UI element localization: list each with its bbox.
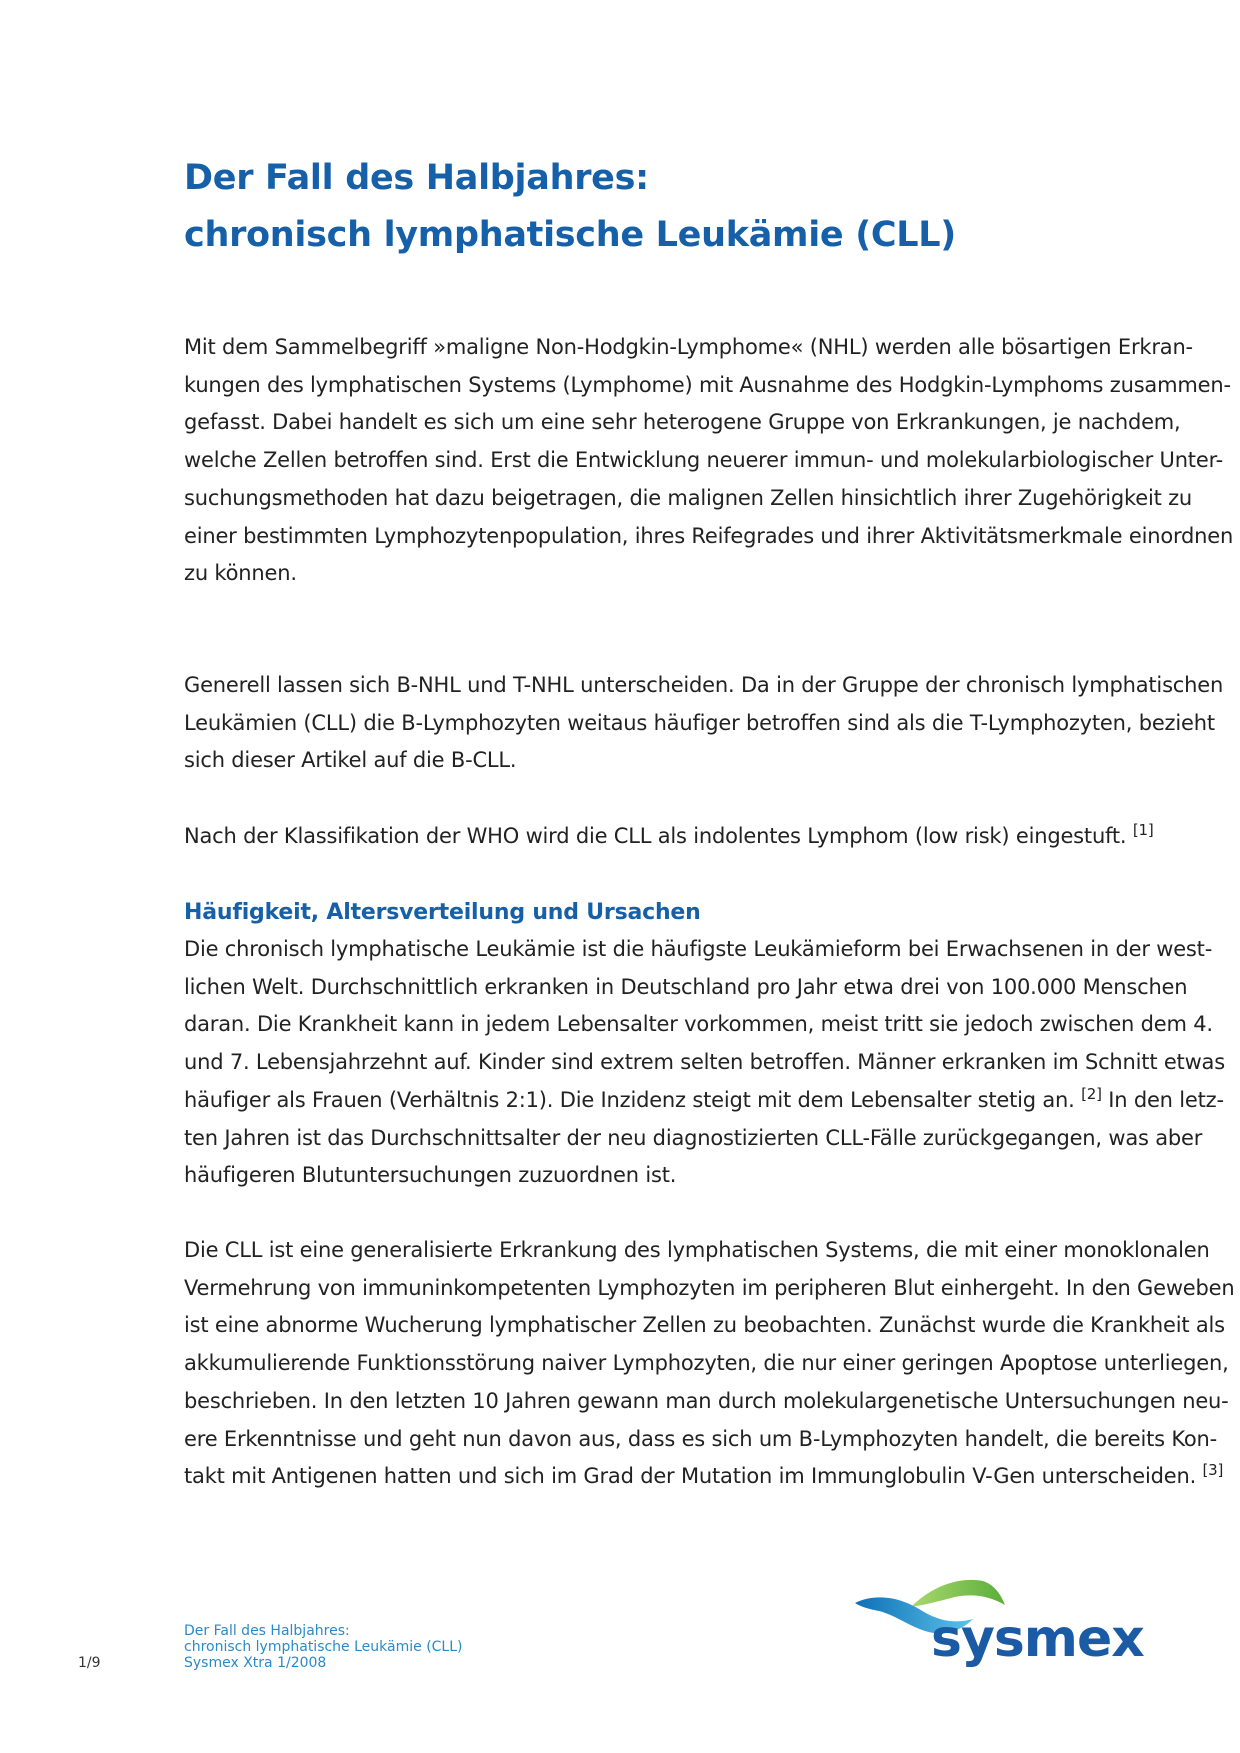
- text-line: ist eine abnorme Wucherung lymphatischer Zellen zu beobachten. Zunächst wurde die Krankheit als: [184, 1313, 1225, 1338]
- title-line-2: chronisch lymphatische Leukämie (CLL): [184, 215, 957, 255]
- text-line: [184, 818, 1164, 856]
- paragraph-who: [184, 818, 1164, 856]
- text-line: beschrieben. In den letzten 10 Jahren gewann man durch molekulargenetische Untersuchungen neu-: [184, 1388, 1229, 1413]
- sysmex-logo: [855, 1575, 1165, 1675]
- text-line: ere Erkenntnisse und geht nun davon aus, dass es sich um B-Lymphozyten handelt, die bereits Kon-: [184, 1426, 1217, 1451]
- text-line: zu können.: [184, 561, 297, 586]
- reference-2: [2]: [1081, 1084, 1102, 1103]
- text-line: welche Zellen betroffen sind. Erst die Entwicklung neuerer immun- und molekularbiologischer Unter-: [184, 448, 1224, 473]
- paragraph-classification: [184, 667, 1224, 780]
- text-line: lichen Welt. Durchschnittlich erkranken in Deutschland pro Jahr etwa drei von 100.000 Menschen: [184, 974, 1188, 999]
- text-line: gefasst. Dabei handelt es sich um eine sehr heterogene Gruppe von Erkrankungen, je nachdem,: [184, 410, 1181, 435]
- paragraph-intro: [184, 329, 1234, 593]
- text-segment: In den letz-: [1101, 1087, 1224, 1112]
- text-line: kungen des lymphatischen Systems (Lymphome) mit Ausnahme des Hodgkin-Lymphoms zusammen-: [184, 372, 1231, 397]
- text-line: Die CLL ist eine generalisierte Erkrankung des lymphatischen Systems, die mit einer monoklonalen: [184, 1238, 1210, 1262]
- text-line: [184, 1458, 1224, 1496]
- text-line: Mit dem Sammelbegriff »maligne Non-Hodgkin-Lymphome« (NHL) werden alle bösartigen Erkran-: [184, 335, 1193, 359]
- text-line: daran. Die Krankheit kann in jedem Lebensalter vorkommen, meist tritt sie jedoch zwischen dem 4.: [184, 1012, 1213, 1037]
- reference-3: [3]: [1202, 1461, 1224, 1480]
- page-number: 1/9: [78, 1655, 101, 1671]
- logo-wordmark: sysmex: [931, 1609, 1144, 1669]
- text-line: häufigeren Blutuntersuchungen zuzuordnen ist.: [184, 1163, 677, 1188]
- footer-running-title: [184, 1623, 463, 1671]
- footer-line-1: Der Fall des Halbjahres:: [184, 1623, 350, 1639]
- text-line: Vermehrung von immuninkompetenten Lymphozyten im peripheren Blut einhergeht. In den Geweben: [184, 1275, 1235, 1300]
- document-title: [184, 150, 956, 264]
- text-line: ten Jahren ist das Durchschnittsalter der neu diagnostizierten CLL-Fälle zurückgegangen, was aber: [184, 1125, 1203, 1150]
- text-line: sich dieser Artikel auf die B-CLL.: [184, 748, 517, 773]
- text-line: einer bestimmten Lymphozytenpopulation, ihres Reifegrades und ihrer Aktivitätsmerkmale einordnen: [184, 523, 1234, 548]
- footer-line-3: Sysmex Xtra 1/2008: [184, 1655, 327, 1671]
- title-line-1: Der Fall des Halbjahres:: [184, 158, 649, 198]
- text-segment: häufiger als Frauen (Verhältnis 2:1). Die Inzidenz steigt mit dem Lebensalter stetig an.: [184, 1087, 1082, 1112]
- footer-line-2: chronisch lymphatische Leukämie (CLL): [184, 1639, 463, 1655]
- reference-1: [1]: [1132, 821, 1154, 839]
- text-line: Generell lassen sich B-NHL und T-NHL unterscheiden. Da in der Gruppe der chronisch lymphatischen: [184, 673, 1224, 697]
- text-segment: takt mit Antigenen hatten und sich im Grad der Mutation im Immunglobulin V-Gen unterscheiden.: [184, 1464, 1203, 1489]
- text-line: akkumulierende Funktionsstörung naiver Lymphozyten, die nur einer geringen Apoptose unterliegen,: [184, 1351, 1229, 1376]
- text-line: suchungsmethoden hat dazu beigetragen, die malignen Zellen hinsichtlich ihrer Zugehörigkeit zu: [184, 485, 1193, 510]
- text-line: Leukämien (CLL) die B-Lymphozyten weitaus häufiger betroffen sind als die T-Lymphozyten, bezieht: [184, 710, 1215, 735]
- paragraph-pathology: [184, 1232, 1235, 1496]
- who-text: Nach der Klassifikation der WHO wird die CLL als indolentes Lymphom (low risk) eingestuft.: [184, 824, 1133, 848]
- paragraph-frequency: [184, 931, 1225, 1195]
- text-line: [184, 1082, 1224, 1120]
- text-line: und 7. Lebensjahrzehnt auf. Kinder sind extrem selten betroffen. Männer erkranken im Schnitt etwas: [184, 1050, 1225, 1075]
- text-line: Die chronisch lymphatische Leukämie ist die häufigste Leukämieform bei Erwachsenen in der west-: [184, 937, 1213, 961]
- section-heading: Häufigkeit, Altersverteilung und Ursachen: [184, 900, 701, 925]
